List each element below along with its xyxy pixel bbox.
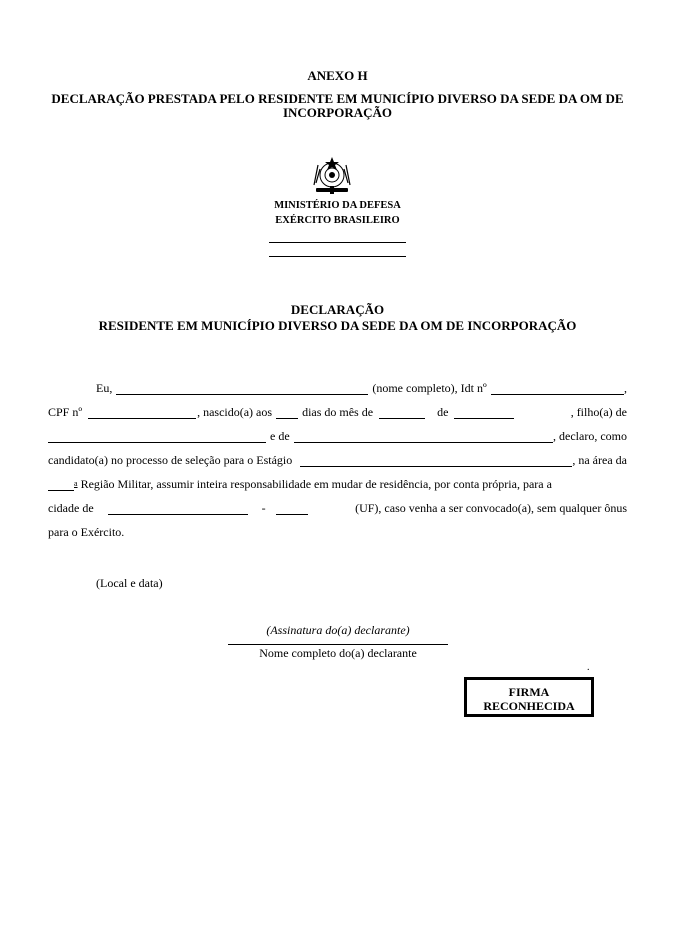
text-comma: , bbox=[624, 381, 627, 395]
internship-field[interactable] bbox=[300, 454, 572, 467]
signature-line[interactable] bbox=[228, 644, 448, 645]
stamp-line-2: RECONHECIDA bbox=[483, 699, 575, 713]
text-regiao: Região Militar, assumir inteira responsabilidade em mudar de residência, por conta própria, para a bbox=[80, 477, 552, 491]
body-line-7 bbox=[48, 520, 627, 544]
full-name-field[interactable] bbox=[116, 382, 368, 395]
text-area: , na área da bbox=[572, 453, 627, 467]
institution-block bbox=[0, 198, 675, 228]
body-line-1 bbox=[48, 376, 627, 400]
declaration-subtitle: RESIDENTE EM MUNICÍPIO DIVERSO DA SEDE DA OM DE INCORPORAÇÃO bbox=[98, 318, 577, 333]
ministry-name: MINISTÉRIO DA DEFESA bbox=[274, 200, 401, 211]
stray-mark: . bbox=[587, 662, 590, 673]
body-line-3 bbox=[48, 424, 627, 448]
text-filho: , filho(a) de bbox=[570, 405, 627, 419]
birth-year-field[interactable] bbox=[454, 406, 514, 419]
text-e-de: e de bbox=[270, 429, 290, 443]
text-cidade: cidade de bbox=[48, 501, 94, 515]
army-name: EXÉRCITO BRASILEIRO bbox=[275, 215, 400, 226]
text-dash: - bbox=[261, 501, 266, 515]
declaration-heading bbox=[0, 302, 675, 334]
city-field[interactable] bbox=[108, 502, 248, 515]
cpf-field[interactable] bbox=[88, 406, 196, 419]
military-region-field[interactable] bbox=[48, 478, 74, 491]
text-uf: (UF), caso venha a ser convocado(a), sem qualquer ônus bbox=[355, 501, 627, 515]
ordinal-indicator: a bbox=[74, 479, 78, 488]
text-cpf: CPF nº bbox=[48, 405, 83, 419]
declaration-title: DECLARAÇÃO bbox=[290, 302, 385, 317]
text-dias: dias do mês de bbox=[302, 405, 374, 419]
text-nascido: , nascido(a) aos bbox=[197, 405, 273, 419]
body-line-4 bbox=[48, 448, 627, 472]
uf-field[interactable] bbox=[276, 502, 308, 515]
mother-name-field[interactable] bbox=[294, 430, 553, 443]
declaration-body bbox=[48, 376, 627, 544]
signature-label: (Assinatura do(a) declarante) bbox=[266, 623, 410, 637]
text-candidato: candidato(a) no processo de seleção para o Estágio bbox=[48, 453, 293, 467]
body-line-5 bbox=[48, 472, 627, 496]
stamp-line-1: FIRMA bbox=[508, 685, 550, 699]
org-line-2 bbox=[269, 256, 406, 257]
body-line-6 bbox=[48, 496, 627, 520]
declarant-name-label: Nome completo do(a) declarante bbox=[259, 646, 417, 660]
father-name-field[interactable] bbox=[48, 430, 266, 443]
text-de: de bbox=[437, 405, 449, 419]
idt-field[interactable] bbox=[491, 382, 624, 395]
brazil-coat-of-arms-icon bbox=[310, 155, 354, 199]
text-nome-idt: (nome completo), Idt nº bbox=[372, 381, 487, 395]
birth-day-field[interactable] bbox=[276, 406, 298, 419]
place-date-label: (Local e data) bbox=[96, 576, 163, 590]
birth-month-field[interactable] bbox=[379, 406, 425, 419]
text-declaro: , declaro, como bbox=[553, 429, 627, 443]
text-eu: Eu, bbox=[96, 381, 113, 395]
body-line-2 bbox=[48, 400, 627, 424]
org-line-1 bbox=[269, 242, 406, 243]
text-exercito: para o Exército. bbox=[48, 525, 125, 539]
annex-title: ANEXO H bbox=[307, 68, 368, 83]
notarized-signature-stamp bbox=[464, 677, 594, 717]
annex-subtitle: DECLARAÇÃO PRESTADA PELO RESIDENTE EM MUNICÍPIO DIVERSO DA SEDE DA OM DE INCORPORAÇÃO bbox=[51, 91, 624, 120]
